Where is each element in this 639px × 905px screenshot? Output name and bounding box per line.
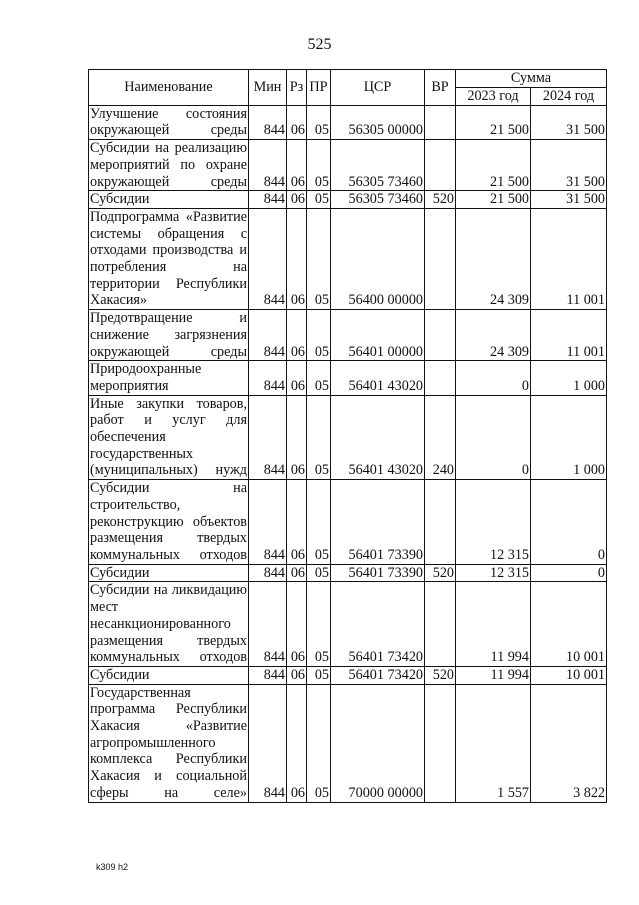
- row-vr: 520: [425, 564, 456, 582]
- row-name: Природоохранные мероприятия: [89, 361, 249, 395]
- header-pr: ПР: [307, 70, 331, 106]
- row-pr: 05: [307, 105, 331, 139]
- row-csr: 56401 43020: [331, 361, 425, 395]
- row-min: 844: [249, 140, 287, 191]
- row-pr: 05: [307, 361, 331, 395]
- row-rz: 06: [287, 105, 307, 139]
- row-2024: 3 822: [531, 684, 607, 802]
- row-csr: 56401 73420: [331, 666, 425, 684]
- row-min: 844: [249, 310, 287, 361]
- table-row: [89, 684, 607, 802]
- row-min: 844: [249, 395, 287, 480]
- row-vr: 520: [425, 666, 456, 684]
- row-pr: 05: [307, 564, 331, 582]
- row-2023: 12 315: [456, 480, 531, 565]
- row-2023: 12 315: [456, 564, 531, 582]
- row-min: 844: [249, 480, 287, 565]
- header-name: Наименование: [89, 70, 249, 106]
- row-name: Улучшение состояния окружающей среды: [90, 105, 247, 139]
- header-vr: ВР: [425, 70, 456, 106]
- row-2023: 24 309: [456, 208, 531, 309]
- table-row: [89, 208, 607, 309]
- row-vr: [425, 361, 456, 395]
- row-pr: 05: [307, 140, 331, 191]
- row-2023: 0: [456, 395, 531, 480]
- table-row: [89, 140, 607, 191]
- header-min: Мин: [249, 70, 287, 106]
- row-rz: 06: [287, 361, 307, 395]
- row-rz: 06: [287, 684, 307, 802]
- row-csr: 56401 73390: [331, 564, 425, 582]
- header-csr: ЦСР: [331, 70, 425, 106]
- row-rz: 06: [287, 395, 307, 480]
- row-vr: [425, 140, 456, 191]
- row-pr: 05: [307, 208, 331, 309]
- row-name: Субсидии: [89, 564, 249, 582]
- row-csr: 56305 73460: [331, 140, 425, 191]
- table-row: [89, 666, 607, 684]
- row-pr: 05: [307, 310, 331, 361]
- row-csr: 56401 43020: [331, 395, 425, 480]
- row-2023: 11 994: [456, 582, 531, 667]
- header-rz: Рз: [287, 70, 307, 106]
- row-vr: 240: [425, 395, 456, 480]
- row-name: Субсидии на ликвидацию мест несанкционированного размещения твердых коммунальных отходов: [90, 582, 247, 666]
- table-row: [89, 582, 607, 667]
- row-2024: 1 000: [531, 395, 607, 480]
- row-pr: 05: [307, 480, 331, 565]
- row-2023: 24 309: [456, 310, 531, 361]
- table-row: [89, 310, 607, 361]
- table-row: [89, 191, 607, 209]
- row-2023: 21 500: [456, 140, 531, 191]
- row-pr: 05: [307, 582, 331, 667]
- row-csr: 70000 00000: [331, 684, 425, 802]
- row-pr: 05: [307, 191, 331, 209]
- row-csr: 56305 00000: [331, 105, 425, 139]
- budget-table: [88, 69, 607, 803]
- row-2024: 0: [531, 564, 607, 582]
- row-2023: 21 500: [456, 105, 531, 139]
- row-vr: [425, 310, 456, 361]
- row-vr: 520: [425, 191, 456, 209]
- row-2023: 0: [456, 361, 531, 395]
- row-vr: [425, 684, 456, 802]
- row-min: 844: [249, 582, 287, 667]
- row-rz: 06: [287, 191, 307, 209]
- row-name: Субсидии на реализацию мероприятий по охране окружающей среды: [90, 140, 247, 190]
- row-pr: 05: [307, 395, 331, 480]
- row-vr: [425, 105, 456, 139]
- row-name: Государственная программа Республики Хакасия «Развитие агропромышленного комплекса Республики Хакасия и социальной сферы на селе»: [90, 684, 247, 801]
- row-2023: 11 994: [456, 666, 531, 684]
- row-name: Предотвращение и снижение загрязнения окружающей среды: [90, 310, 247, 360]
- table-row: [89, 105, 607, 139]
- table-row: [89, 361, 607, 395]
- row-vr: [425, 582, 456, 667]
- row-rz: 06: [287, 310, 307, 361]
- table-body: [89, 105, 607, 802]
- header-2023: 2023 год: [456, 87, 531, 105]
- row-2024: 31 500: [531, 191, 607, 209]
- row-vr: [425, 208, 456, 309]
- row-csr: 56400 00000: [331, 208, 425, 309]
- row-name: Субсидии: [89, 191, 249, 209]
- row-min: 844: [249, 666, 287, 684]
- row-rz: 06: [287, 480, 307, 565]
- row-min: 844: [249, 361, 287, 395]
- row-min: 844: [249, 564, 287, 582]
- header-sum: Сумма: [456, 70, 607, 88]
- row-2023: 1 557: [456, 684, 531, 802]
- header-2024: 2024 год: [531, 87, 607, 105]
- row-min: 844: [249, 105, 287, 139]
- row-2024: 1 000: [531, 361, 607, 395]
- row-min: 844: [249, 684, 287, 802]
- row-rz: 06: [287, 564, 307, 582]
- row-name: Подпрограмма «Развитие системы обращения с отходами производства и потребления на территории Республики Хакасия»: [90, 208, 247, 309]
- row-2024: 0: [531, 480, 607, 565]
- row-name: Субсидии на строительство, реконструкцию объектов размещения твердых коммунальных отходов: [90, 480, 247, 563]
- row-2024: 11 001: [531, 208, 607, 309]
- row-csr: 56401 00000: [331, 310, 425, 361]
- row-2024: 31 500: [531, 140, 607, 191]
- row-pr: 05: [307, 684, 331, 802]
- row-name: Иные закупки товаров, работ и услуг для обеспечения государственных (муниципальных) нужд: [90, 395, 247, 479]
- row-csr: 56401 73420: [331, 582, 425, 667]
- row-2024: 11 001: [531, 310, 607, 361]
- row-csr: 56305 73460: [331, 191, 425, 209]
- row-pr: 05: [307, 666, 331, 684]
- row-rz: 06: [287, 208, 307, 309]
- row-min: 844: [249, 208, 287, 309]
- row-2023: 21 500: [456, 191, 531, 209]
- row-csr: 56401 73390: [331, 480, 425, 565]
- row-vr: [425, 480, 456, 565]
- table-row: [89, 564, 607, 582]
- row-rz: 06: [287, 140, 307, 191]
- table-row: [89, 480, 607, 565]
- row-rz: 06: [287, 666, 307, 684]
- row-2024: 10 001: [531, 666, 607, 684]
- row-name: Субсидии: [89, 666, 249, 684]
- footer-code: k309 h2: [96, 862, 129, 872]
- page-number: 525: [307, 36, 332, 53]
- row-2024: 31 500: [531, 105, 607, 139]
- row-min: 844: [249, 191, 287, 209]
- table-row: [89, 395, 607, 480]
- row-rz: 06: [287, 582, 307, 667]
- row-2024: 10 001: [531, 582, 607, 667]
